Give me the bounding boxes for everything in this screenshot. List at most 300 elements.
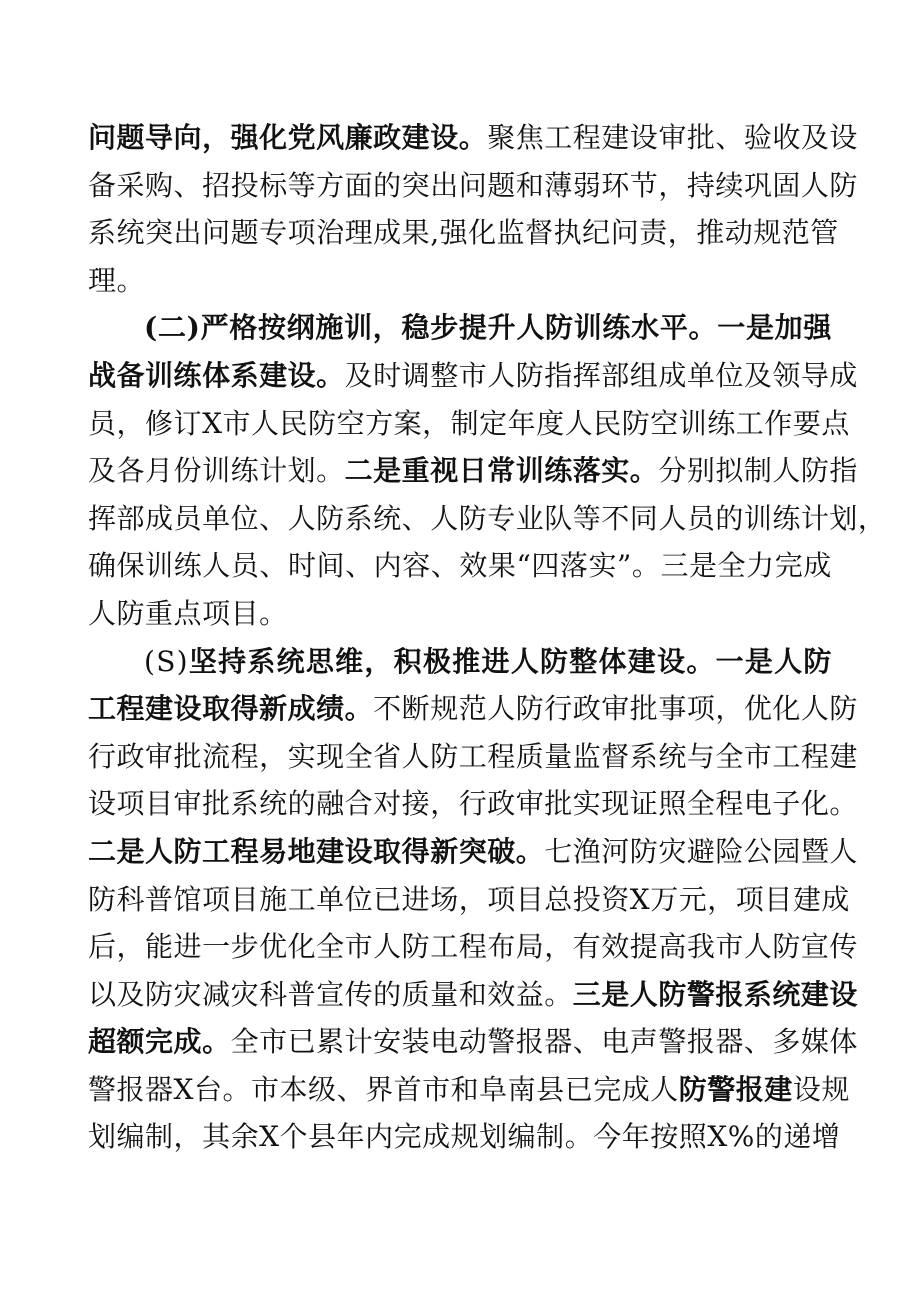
char: 报 [686,1025,716,1059]
char: 高 [658,930,687,964]
bold-char: 平 [659,311,689,345]
bold-char: 训 [515,454,545,488]
char: 统 [116,216,146,250]
char: 拟 [715,454,744,488]
char: ， [430,787,459,821]
bold-char: 建 [800,977,830,1011]
char: 益 [515,977,545,1011]
char: 动 [458,1025,488,1059]
char: 南 [507,1072,537,1106]
char: 照 [678,1120,708,1154]
bold-char: 设 [173,692,203,726]
char: ， [116,406,146,440]
char: 优 [743,692,773,726]
char: 全 [344,739,374,773]
bold-char: 防 [540,644,569,678]
char: 确 [88,549,117,583]
char: 全 [717,549,747,583]
char: 单 [316,882,345,916]
char: 规 [753,216,782,250]
bold-char: 人 [774,644,803,678]
char: 薄 [544,168,573,202]
char: 万 [650,882,679,916]
char: 暨 [800,834,830,868]
bold-char: 防 [545,311,574,345]
bold-char: 强 [803,311,832,345]
char: 系 [629,739,659,773]
char: 份 [173,454,203,488]
char: 七 [544,834,573,868]
char: 目 [515,882,545,916]
text-line [88,542,832,590]
char: 事 [658,692,687,726]
char: 防 [116,596,146,630]
char: 、 [173,168,203,202]
char: X [173,1072,194,1106]
char: 工 [287,882,317,916]
char: 人 [650,1072,679,1106]
bold-char: 建 [259,358,288,392]
char: 普 [145,882,174,916]
char: 及 [344,358,374,392]
char: 训 [743,501,773,535]
char: 单 [202,501,231,535]
text-line [88,876,850,924]
char: 效 [601,930,630,964]
char: S [156,644,176,678]
bold-char: 实 [601,454,630,488]
char: 购 [145,168,174,202]
char: 成 [829,358,858,392]
char: 保 [116,549,146,583]
bold-char: 练 [544,454,573,488]
bold-char: 水 [631,311,660,345]
bold-char: 是 [601,977,630,1011]
char: 动 [724,216,754,250]
char: 理 [344,216,374,250]
char: ， [857,501,887,535]
char: 成 [621,1072,651,1106]
char: % [727,1120,755,1154]
char: 及 [88,454,117,488]
char: 计 [344,1025,374,1059]
bold-char: 。 [202,1025,231,1059]
char: 项 [202,596,231,630]
char: 程 [800,739,830,773]
char: “ [516,549,532,583]
char: 突 [401,168,431,202]
char: 及 [800,121,830,154]
bold-char: 破 [487,834,516,868]
text-line [88,1018,858,1066]
char: 局 [515,930,545,964]
char: 四 [531,549,560,583]
char: 要 [792,406,822,440]
bold-char: 廉 [344,121,374,154]
char: 弱 [572,168,602,202]
char: 实 [572,787,602,821]
char: 练 [707,406,736,440]
char: 项 [735,882,765,916]
char: 备 [88,168,117,202]
char: 避 [686,834,716,868]
char: 台 [193,1072,223,1106]
char: 防 [829,692,858,726]
char: 目 [230,596,260,630]
char: 规 [430,692,459,726]
char: 市 [259,1025,288,1059]
char: 防 [515,358,545,392]
char: 现 [601,787,630,821]
char: 传 [829,930,858,964]
char: 人 [800,692,830,726]
text-line [88,638,832,686]
char: 险 [715,834,744,868]
char: 按 [650,1120,679,1154]
char: 程 [458,930,488,964]
char: 节 [629,168,659,202]
text-line [88,780,858,828]
bold-char: 整 [569,644,598,678]
char: 防 [401,930,431,964]
char: ， [116,930,146,964]
char: 同 [629,501,659,535]
char: 人 [487,692,516,726]
char: 器 [544,1025,573,1059]
char: 练 [230,454,260,488]
char: 位 [230,501,260,535]
char: 设 [88,787,117,821]
char: 面 [344,168,374,202]
bold-char: 程 [116,692,146,726]
bold-char: 训 [573,311,603,345]
char: 防 [621,406,651,440]
bold-char: 题 [116,121,146,154]
char: 的 [715,501,744,535]
char: 部 [116,501,146,535]
char: 警 [658,1025,687,1059]
char: 的 [373,168,402,202]
bold-char: 设 [287,358,317,392]
char: 证 [629,787,659,821]
char: 县 [308,1120,337,1154]
char: 单 [686,358,716,392]
char: 空 [650,406,679,440]
char: 内 [373,549,403,583]
char: 监 [496,216,526,250]
bold-char: 成 [287,692,317,726]
char: 全 [316,930,345,964]
text-line [88,733,858,781]
char: 果 [401,216,431,250]
char: 审 [145,739,174,773]
char: 的 [287,787,317,821]
char: 程 [230,739,260,773]
bold-char: 得 [230,692,260,726]
bold-char: 加 [774,311,804,345]
char: ( [144,644,156,678]
char: ) [176,644,189,678]
bold-char: 按 [257,311,287,345]
bold-char: 建 [627,644,657,678]
char: 科 [259,977,288,1011]
char: 固 [772,168,801,202]
char: 重 [145,596,174,630]
char: 项 [686,692,716,726]
char: 已 [287,1025,317,1059]
char: 资 [601,882,630,916]
char: 普 [287,977,317,1011]
char: 督 [601,739,630,773]
bold-char: 坚 [188,644,218,678]
char: 防 [629,834,659,868]
char: 案 [393,406,423,440]
char: 和 [515,168,545,202]
char: 装 [401,1025,431,1059]
paragraph [88,638,858,1162]
char: 媒 [800,1025,830,1059]
char: 目 [230,882,260,916]
bold-char: ， [202,121,231,154]
char: 员 [686,501,716,535]
char: 理 [88,263,117,297]
char: 管 [810,216,839,250]
char: 政 [572,692,602,726]
bold-char: 二 [157,311,187,345]
char: 审 [658,121,687,154]
char: 工 [430,930,459,964]
char: ， [707,882,736,916]
char: 度 [536,406,565,440]
bold-char: 步 [430,311,459,345]
char: 专 [259,216,288,250]
char: 规 [821,1072,850,1106]
char: 划 [287,454,317,488]
text-line [88,828,858,876]
char: 完 [393,1120,423,1154]
char: 效 [459,549,488,583]
char: 建 [829,739,858,773]
char: 场 [430,882,459,916]
char: 防 [430,739,459,773]
char: 系 [230,787,260,821]
char: 效 [487,977,516,1011]
char: 制 [536,1120,565,1154]
char: 流 [202,739,231,773]
char: 的 [754,1120,784,1154]
char: 首 [393,1072,423,1106]
char: 多 [772,1025,801,1059]
char: 界 [365,1072,394,1106]
char: 系 [344,501,374,535]
bold-char: 绩 [316,692,345,726]
char: 防 [88,882,117,916]
char: 挥 [88,501,117,535]
char: 程 [715,787,744,821]
char: 工 [772,739,801,773]
bold-char: 建 [401,121,431,154]
char: 民 [279,406,309,440]
char: 后 [88,930,117,964]
char: 招 [202,168,231,202]
char: X [707,1120,728,1154]
char: 批 [686,121,716,154]
bold-char: 新 [430,834,459,868]
char: 人 [772,454,801,488]
char: 人 [487,358,516,392]
bold-char: 。 [316,358,345,392]
char: 批 [544,787,573,821]
char: 阜 [479,1072,508,1106]
char: 项 [116,787,146,821]
char: X [259,1120,280,1154]
char: 我 [686,930,716,964]
char: 队 [544,501,573,535]
text-line [88,400,850,448]
char: 器 [715,1025,744,1059]
char: 科 [116,882,146,916]
bold-char: 报 [735,1072,765,1106]
bold-char: 训 [145,358,174,392]
char: 元 [678,882,708,916]
bold-char: 防 [173,834,203,868]
bold-char: 程 [230,834,260,868]
char: 以 [88,977,117,1011]
bold-char: 地 [287,834,317,868]
char: 专 [487,501,516,535]
char: 收 [772,121,801,154]
bold-char: 超 [88,1025,117,1059]
char: 业 [515,501,545,535]
bold-char: 人 [629,977,659,1011]
char: 人 [800,168,830,202]
bold-char: 突 [458,834,488,868]
char: 防 [145,977,174,1011]
char: 制 [450,406,480,440]
char: 出 [173,216,203,250]
char: 本 [279,1072,309,1106]
bold-char: 警 [686,977,716,1011]
bold-char: 工 [88,692,117,726]
char: 编 [116,1120,146,1154]
bold-char: 取 [373,834,402,868]
char: 、 [572,1025,602,1059]
char: 责 [639,216,668,250]
bold-char: 体 [202,358,231,392]
char: 完 [774,549,804,583]
char: 传 [344,977,374,1011]
bold-char: 党 [287,121,317,154]
char: 间 [316,549,346,583]
char: 投 [572,882,602,916]
char: 实 [588,549,617,583]
char: 项 [287,216,317,250]
char: 不 [601,501,630,535]
char: 行 [544,692,573,726]
char: 落 [559,549,589,583]
char: ， [667,216,697,250]
char: 防 [772,930,801,964]
bold-char: ( [144,311,158,345]
bold-char: 人 [510,644,540,678]
char: 质 [401,977,431,1011]
char: 。 [631,549,661,583]
char: 人 [564,406,594,440]
char: 人 [373,930,402,964]
bold-char: 常 [487,454,516,488]
char: 化 [468,216,497,250]
char: 员 [230,549,260,583]
char: 市 [458,358,488,392]
bold-char: ， [364,644,393,678]
char: 年 [336,1120,366,1154]
text-line [88,685,858,733]
char: 工 [735,406,765,440]
bold-char: 统 [772,977,801,1011]
char: 现 [316,739,345,773]
char: 宣 [316,977,345,1011]
bold-char: ， [372,311,402,345]
bold-char: 政 [373,121,402,154]
char: 行 [88,739,117,773]
char: 安 [373,1025,402,1059]
char: 目 [764,882,793,916]
bold-char: 防 [803,644,832,678]
char: 渔 [572,834,602,868]
char: 总 [544,882,573,916]
char: 批 [173,739,203,773]
char: 位 [344,882,374,916]
bold-char: 风 [316,121,345,154]
char: 年 [507,406,537,440]
bold-char: 设 [344,834,374,868]
char: 县 [536,1072,565,1106]
char: 化 [800,787,830,821]
char: 部 [601,358,630,392]
char: 照 [658,787,687,821]
char: 时 [287,549,317,583]
char: 化 [287,930,317,964]
bold-char: 战 [88,358,117,392]
char: 实 [287,739,317,773]
bold-char: 日 [458,454,488,488]
char: 项 [487,882,516,916]
char: 问 [202,216,231,250]
char: X [629,882,651,916]
char: 不 [373,692,402,726]
char: 电 [601,1025,630,1059]
char: 治 [316,216,345,250]
char: 整 [430,358,459,392]
char: 项 [202,882,231,916]
char: 强 [439,216,469,250]
char: 月 [145,454,174,488]
char: 人 [743,930,773,964]
bold-char: 完 [145,1025,174,1059]
char: 市 [715,930,744,964]
char: 断 [401,692,431,726]
char: 指 [544,358,573,392]
char: 。 [316,454,345,488]
char: 能 [145,930,174,964]
char: 民 [593,406,622,440]
char: 建 [792,882,822,916]
bold-char: 系 [230,358,260,392]
char: 成 [658,358,687,392]
bold-char: 是 [373,454,402,488]
char: 及 [743,358,773,392]
char: 完 [593,1072,622,1106]
